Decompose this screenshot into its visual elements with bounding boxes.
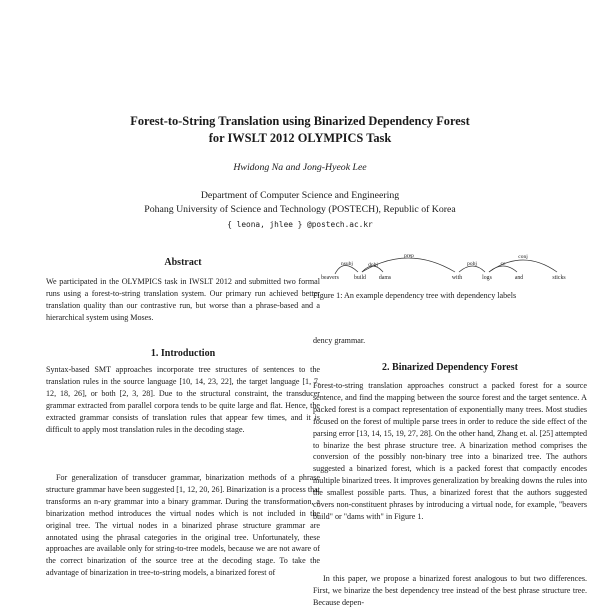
affiliation-line-1: Department of Computer Science and Engineering (200, 190, 400, 201)
word-build: build (354, 275, 366, 281)
word-beavers: beavers (321, 275, 339, 281)
title-line-1: Forest-to-String Translation using Binarized Dependency Forest (130, 114, 470, 128)
label-nsubj: nsubj (341, 261, 353, 267)
figure-1-caption: Figure 1: An example dependency tree with dependency labels (313, 291, 517, 300)
arc-conj (489, 260, 557, 272)
binarized-forest-heading: 2. Binarized Dependency Forest (382, 362, 518, 373)
figure-1 (313, 250, 587, 280)
introduction-paragraph-2: For generalization of transducer grammar, binarization methods of a phrase structure grammar have been suggested [1, 12, 20, 26]. Binarization is a process that transforms an n-ary grammar into a binary grammar. During the transformation, a binarization method introduces the virtual nodes which is not included in the original tree. The virtual nodes in a binarized phrase structure grammar are annotated using the phrasal categories in the original tree. Unfortunately, these approaches are available only for string-to-tree models, because we are not aware of the correct binarization of the source tree at the decoding stage. To take the advantage of binarization in tree-to-string models, a binarized forest of (46, 473, 320, 578)
paper-title (60, 113, 540, 147)
word-sticks: sticks (552, 275, 566, 281)
label-dobj: dobj (368, 262, 378, 268)
word-and: and (514, 275, 524, 281)
continued-text: dency grammar. (313, 336, 366, 345)
word-logs: logs (482, 275, 492, 281)
label-pobj: pobj (467, 261, 477, 267)
abstract-text: We participated in the OLYMPICS task in IWSLT 2012 and submitted two formal runs using a forest-to-string translation system. Our primary run achieved better translation quality than our contrastive run, but worse than a phrase-based and a hierarchical system using Moses. (46, 277, 320, 322)
word-dams: dams (378, 275, 392, 281)
introduction-heading: 1. Introduction (150, 348, 216, 359)
introduction-paragraph-1: Syntax-based SMT approaches incorporate tree structures of sentences to the translation rules in the source language [10, 14, 23, 22], the target language [1, 7, 12, 18, 26], or both [2, 3, 28]. Due to the structural constraint, the transducer grammar extracted from parallel corpora tends to be quite large and flat. Hence, the extracted grammar consists of translation rules that appear few times, and it is difficult to apply most translation rules in the decoding stage. (46, 365, 320, 434)
dependency-tree-diagram (313, 250, 587, 280)
title-line-2: for IWSLT 2012 OLYMPICS Task (208, 131, 392, 145)
abstract-heading: Abstract (164, 257, 202, 268)
binarized-paragraph-2: In this paper, we propose a binarized forest analogous to but two differences. First, we binarize the best dependency tree instead of the best phrase structure tree. Because depen- (313, 574, 587, 607)
binarized-paragraph-1: Forest-to-string translation approaches construct a packed forest for a source sentence, and find the mapping between the source forest and the target sentence. A packed forest is a compact representation of exponentially many trees. Most studies focused on the forest of multiple parse trees in order to reduce the side effect of the parsing error [13, 14, 15, 19, 27, 28]. On the other hand, Zhang et. al. [25] attempted to binarize the best phrase structure tree. A binarization method comprises the conversion of the possibly non-binary tree into a binarized tree. The authors suggested a binarized forest, which is a packed forest that compactly encodes multiple binarized trees. It improves generalization by breaking downs the rules into the smallest possible parts. Thus, a binarized forest that the authors suggested covers non-constituent phrases by introducing a virtual node, for example, "beavers build" or "dams with" in Figure 1. (313, 381, 587, 521)
label-cc: cc (500, 261, 506, 267)
affiliation-line-2: Pohang University of Science and Technology (POSTECH), Republic of Korea (144, 204, 456, 215)
affiliation (40, 189, 560, 217)
author-email: { leona, jhlee } @postech.ac.kr (227, 220, 373, 229)
label-conj: conj (518, 254, 528, 260)
authors: Hwidong Na and Jong-Hyeok Lee (233, 162, 367, 173)
word-with: with (451, 275, 463, 281)
label-prep: prep (404, 253, 414, 259)
